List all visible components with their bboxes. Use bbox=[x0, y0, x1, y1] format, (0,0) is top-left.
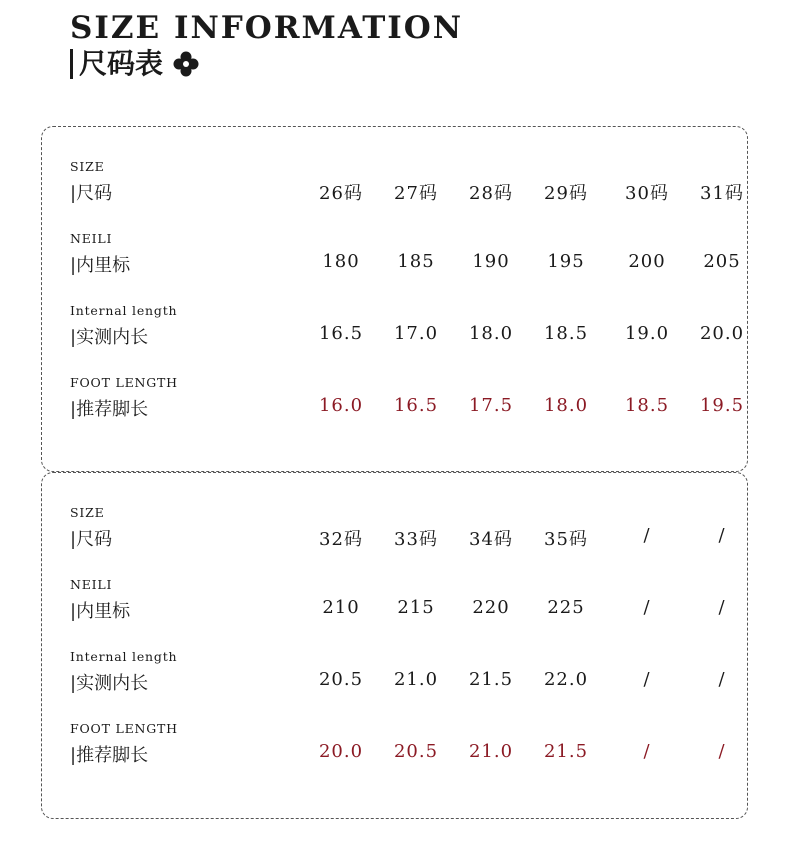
foot-length-row bbox=[70, 721, 750, 783]
table-cell: / bbox=[643, 525, 651, 546]
table-cell: 200 bbox=[628, 251, 666, 272]
row-label-en: Internal length bbox=[70, 649, 178, 664]
table-cell: 20.0 bbox=[318, 741, 364, 762]
table-cell: / bbox=[643, 597, 651, 618]
page-title: SIZE INFORMATION bbox=[70, 10, 464, 46]
table-cell: 180 bbox=[322, 251, 360, 272]
table-cell: / bbox=[718, 597, 726, 618]
internal-length-row bbox=[70, 649, 750, 711]
table-cell: 21.0 bbox=[393, 669, 439, 690]
table-cell: 20.5 bbox=[393, 741, 439, 762]
table-cell: 30码 bbox=[625, 183, 669, 204]
table-cell: 35码 bbox=[544, 529, 588, 550]
page-header bbox=[70, 8, 463, 82]
table-cell: 19.5 bbox=[699, 395, 745, 416]
table-cell: 18.5 bbox=[543, 323, 589, 344]
size-table-panel-2 bbox=[41, 472, 748, 819]
page-subtitle bbox=[70, 46, 463, 82]
table-cell: / bbox=[718, 741, 726, 762]
table-cell: 19.0 bbox=[624, 323, 670, 344]
table-cell: 20.5 bbox=[318, 669, 364, 690]
table-cell: 210 bbox=[322, 597, 360, 618]
row-label-en: NEILI bbox=[70, 577, 113, 592]
table-cell: / bbox=[643, 669, 651, 690]
row-label-en: FOOT LENGTH bbox=[70, 721, 178, 736]
row-label-zh: |推荐脚长 bbox=[70, 745, 149, 766]
table-cell: 18.0 bbox=[543, 395, 589, 416]
table-cell: 21.0 bbox=[468, 741, 514, 762]
table-cell: 32码 bbox=[319, 529, 363, 550]
foot-length-row bbox=[70, 375, 750, 437]
row-label-zh: |实测内长 bbox=[70, 673, 149, 694]
table-cell: 17.0 bbox=[393, 323, 439, 344]
table-cell: 220 bbox=[472, 597, 510, 618]
table-cell: 195 bbox=[547, 251, 585, 272]
row-label-en: SIZE bbox=[70, 159, 105, 174]
table-cell: 205 bbox=[703, 251, 741, 272]
table-cell: 33码 bbox=[394, 529, 438, 550]
title-bar-divider bbox=[70, 49, 73, 79]
table-cell: / bbox=[718, 525, 726, 546]
table-cell: 185 bbox=[397, 251, 435, 272]
row-label-en: SIZE bbox=[70, 505, 105, 520]
table-cell: 16.0 bbox=[318, 395, 364, 416]
row-label-en: Internal length bbox=[70, 303, 178, 318]
four-petal-flower-icon bbox=[173, 51, 199, 77]
table-cell: 215 bbox=[397, 597, 435, 618]
row-label-zh: |推荐脚长 bbox=[70, 399, 149, 420]
table-cell: 28码 bbox=[469, 183, 513, 204]
table-cell: 29码 bbox=[544, 183, 588, 204]
row-label-en: NEILI bbox=[70, 231, 113, 246]
row-label-en: FOOT LENGTH bbox=[70, 375, 178, 390]
row-label-zh: |实测内长 bbox=[70, 327, 149, 348]
row-label-zh: |内里标 bbox=[70, 601, 131, 622]
table-cell: 16.5 bbox=[393, 395, 439, 416]
row-label-zh: |尺码 bbox=[70, 529, 113, 550]
size-row bbox=[70, 505, 750, 567]
table-cell: 16.5 bbox=[318, 323, 364, 344]
table-cell: 31码 bbox=[700, 183, 744, 204]
table-cell: 21.5 bbox=[543, 741, 589, 762]
table-cell: 17.5 bbox=[468, 395, 514, 416]
table-cell: 22.0 bbox=[543, 669, 589, 690]
table-cell: 225 bbox=[547, 597, 585, 618]
table-cell: 27码 bbox=[394, 183, 438, 204]
table-cell: 18.0 bbox=[468, 323, 514, 344]
table-cell: 26码 bbox=[319, 183, 363, 204]
table-cell: 34码 bbox=[469, 529, 513, 550]
table-cell: 18.5 bbox=[624, 395, 670, 416]
table-cell: 190 bbox=[472, 251, 510, 272]
table-cell: / bbox=[643, 741, 651, 762]
size-table-panel-1 bbox=[41, 126, 748, 472]
table-cell: 20.0 bbox=[699, 323, 745, 344]
size-row bbox=[70, 159, 750, 221]
neili-row bbox=[70, 231, 750, 293]
subtitle-text: 尺码表 bbox=[79, 47, 164, 80]
internal-length-row bbox=[70, 303, 750, 365]
row-label-zh: |内里标 bbox=[70, 255, 131, 276]
row-label-zh: |尺码 bbox=[70, 183, 113, 204]
neili-row bbox=[70, 577, 750, 639]
table-cell: / bbox=[718, 669, 726, 690]
table-cell: 21.5 bbox=[468, 669, 514, 690]
